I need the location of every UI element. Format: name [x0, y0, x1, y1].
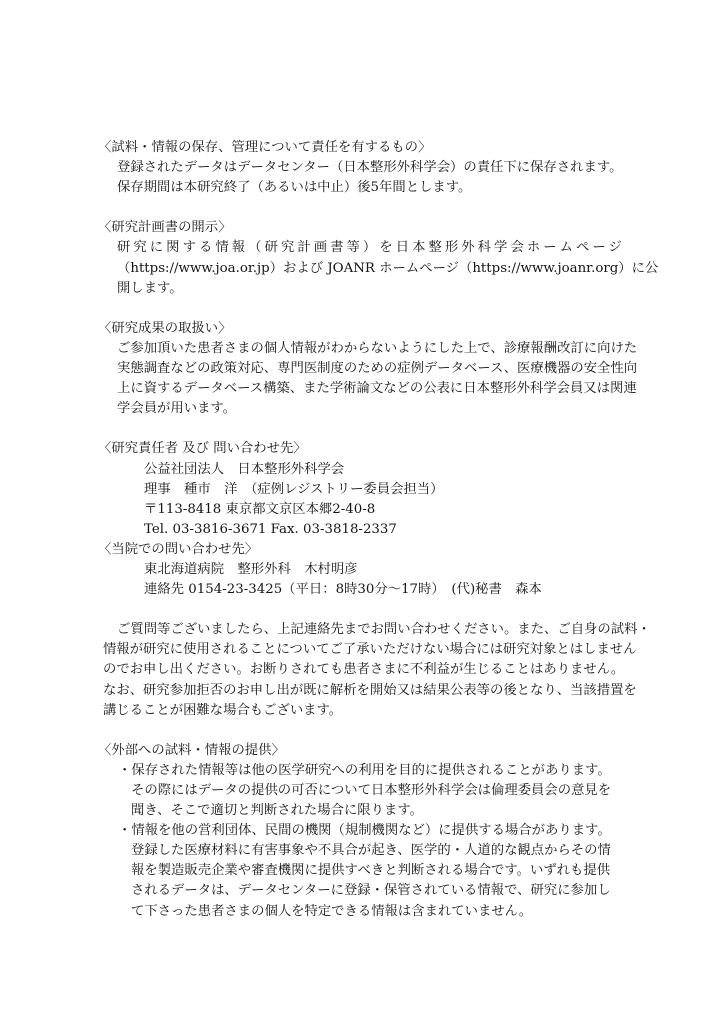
section-spacer: [0, 600, 724, 620]
external-item-line: て下さった患者さまの個人を特定できる情報は含まれていません。: [131, 903, 533, 919]
notice-line: 講じることが困難な場合もございます。: [103, 702, 343, 718]
local-contact-phone: 連絡先 0154-23-3425（平日：8時30分～17時） (代)秘書 森本: [144, 582, 542, 598]
notice-line: なお、研究参加拒否のお申し出が既に解析を開始又は結果公表等の後となり、当該措置を: [103, 682, 637, 698]
external-item: [0, 761, 724, 781]
contact-organization: 公益社団法人 日本整形外科学会: [144, 461, 345, 477]
section-spacer: [0, 419, 724, 439]
external-item-line: その際にはデータの提供の可否について日本整形外科学会は倫理委員会の意見を: [131, 783, 612, 798]
disclosure-line: 開します。: [117, 280, 183, 296]
section-spacer: [0, 299, 724, 319]
notice-line: 情報が研究に使用されることについてご了承いただけない場合には研究対象とはしません: [103, 642, 637, 658]
external-heading: 〈外部への試料・情報の提供〉: [98, 742, 285, 758]
external-item-line: 聞き、そこで適切と判断された場合に限ります。: [131, 803, 423, 819]
contact-heading: 〈研究責任者 及び 問い合わせ先〉: [98, 441, 307, 457]
results-line: 上に資するデータベース構築、また学術論文などの公表に日本整形外科学会員又は関連: [117, 381, 637, 397]
bullet-marker: ・: [118, 762, 132, 778]
contact-phone: Tel. 03-3816-3671 Fax. 03-3818-2337: [144, 521, 397, 537]
local-contact-person: 東北海道病院 整形外科 木村明彦: [144, 561, 358, 577]
disclosure-line: （https://www.joa.or.jp）および JOANR ホームページ（https://www.joanr.org）に公: [117, 260, 659, 276]
results-heading: 〈研究成果の取扱い〉: [98, 320, 232, 336]
storage-line: 登録されたデータはデータセンター（日本整形外科学会）の責任下に保存されます。: [117, 160, 623, 176]
external-item-text: 保存された情報等は他の医学研究への利用を目的に提供されることがあります。: [131, 762, 611, 778]
external-item: [0, 821, 724, 841]
storage-heading: 〈試料・情報の保存、管理について責任を有するもの〉: [98, 140, 432, 155]
bullet-marker: ・: [118, 823, 132, 839]
results-line: 学会員が用います。: [117, 401, 237, 417]
notice-line: ご質問等ございましたら、上記連絡先までお問い合わせください。また、ご自身の試料・: [117, 622, 651, 638]
notice-line: のでお申し出ください。お断りされても患者さまに不利益が生じることはありません。: [103, 662, 625, 678]
external-item-line: されるデータは、データセンターに登録・保管されている情報で、研究に参加し: [131, 883, 611, 899]
document-body: [0, 138, 724, 922]
storage-line: 保存期間は本研究終了（あるいは中止）後5年間とします。: [117, 180, 472, 196]
disclosure-line: 研究に関する情報（研究計画書等）を日本整形外科学会ホームページ: [117, 240, 625, 256]
disclosure-heading: 〈研究計画書の開示〉: [98, 220, 232, 236]
external-item-line: 報を製造販売企業や審査機関に提供すべきと判断される場合です。いずれも提供: [131, 863, 611, 879]
section-spacer: [0, 721, 724, 741]
external-item-line: 登録した医療材料に有害事象や不具合が起き、医学的・人道的な観点からその情: [131, 843, 611, 859]
results-line: ご参加頂いた患者さまの個人情報がわからないようにした上で、診療報酬改訂に向けた: [117, 340, 638, 356]
contact-director: 理事 種市 洋 （症例レジストリー委員会担当）: [144, 481, 444, 497]
results-line: 実態調査などの政策対応、専門医制度のための症例データベース、医療機器の安全性向: [117, 361, 638, 377]
contact-address: 〒113-8418 東京都文京区本郷2-40-8: [144, 501, 376, 517]
local-contact-heading: 〈当院での問い合わせ先〉: [98, 541, 259, 557]
section-spacer: [0, 198, 724, 218]
external-item-text: 情報を他の営利団体、民間の機関（規制機関など）に提供する場合があります。: [131, 823, 611, 839]
